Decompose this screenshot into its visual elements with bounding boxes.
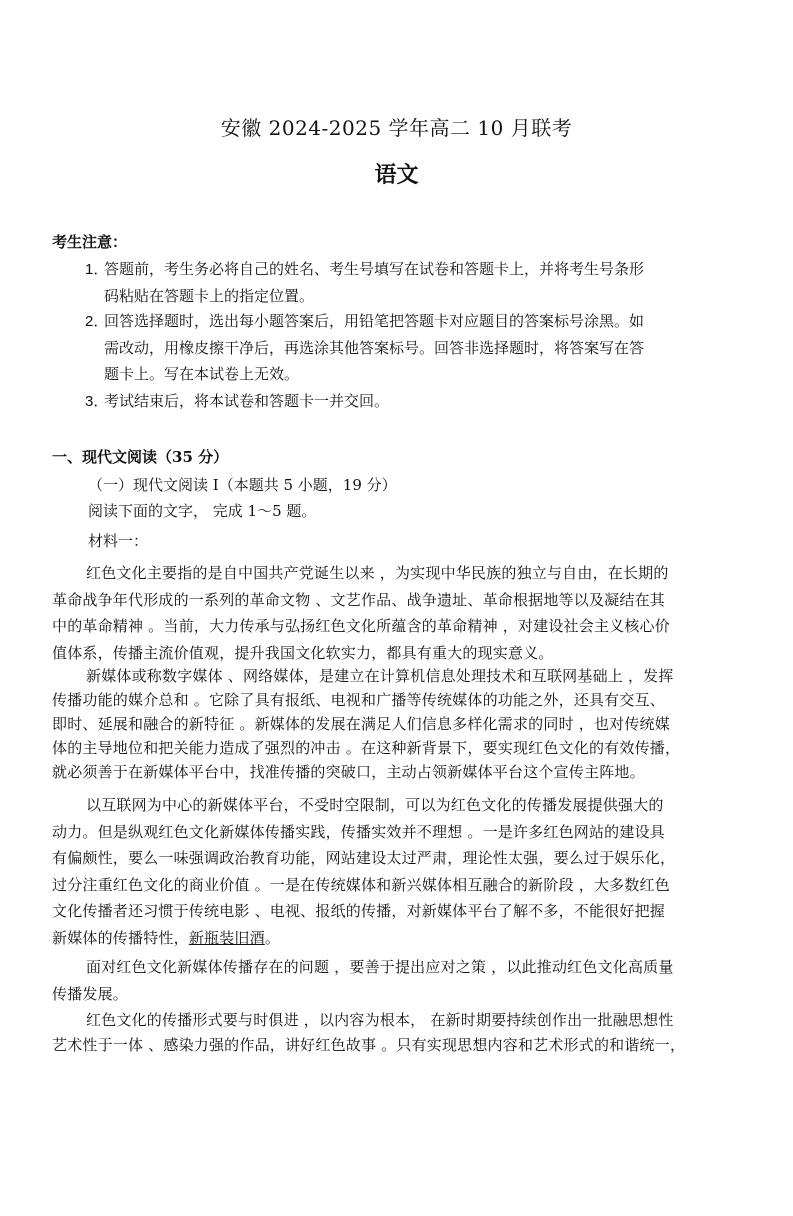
underlined-phrase: 新瓶装旧酒 — [188, 928, 265, 947]
paragraph-line — [52, 925, 742, 952]
paragraph-line: 有偏颇性，要么一味强调政治教育功能，网站建设太过严肃，理论性太强，要么过于娱乐化， — [52, 849, 676, 867]
notice-item-text: 回答选择题时，选出每小题答案后，用铅笔把答题卡对应题目的答案标号涂黑。如 — [104, 312, 645, 330]
reading-instruction: 阅读下面的文字， 完成 1～5 题。 — [88, 502, 317, 520]
paragraph-line: 过分注重红色文化的商业价值 。一是在传统媒体和新兴媒体相互融合的新阶段 ，大多数红色 — [52, 875, 670, 894]
notice-item-2 — [85, 308, 745, 387]
paragraph-3 — [52, 792, 742, 951]
section-heading: 一、现代文阅读（35 分） — [52, 448, 229, 466]
paragraph-line-end: 。 — [264, 928, 281, 947]
paragraph-line: 面对红色文化新媒体传播存在的问题 ，要善于提出应对之策 ，以此推动红色文化高质量 — [86, 958, 674, 976]
paragraph-line: 革命战争年代形成的一系列的革命文物 、文艺作品、战争遗址、革命根据地等以及凝结在其 — [52, 590, 665, 609]
paragraph-line: 新媒体或称数字媒体 、网络媒体，是建立在计算机信息处理技术和互联网基础上 ，发挥 — [86, 667, 674, 685]
notice-item-text: 考试结束后，将本试卷和答题卡一并交回。 — [104, 392, 390, 410]
paragraph-line: 艺术性于一体 、感染力强的作品，讲好红色故事 。只有实现思想内容和艺术形式的和谐统一， — [52, 1036, 686, 1054]
paragraph-line: 红色文化的传播形式要与时俱进 ，以内容为根本， 在新时期要持续创作出一批融思想性 — [86, 1011, 674, 1029]
paragraph-line: 就必须善于在新媒体平台中，找准传播的突破口，主动占领新媒体平台这个宣传主阵地。 — [52, 763, 645, 781]
paragraph-line: 文化传播者还习惯于传统电影 、电视、报纸的传播，对新媒体平台了解不多，不能很好把握 — [52, 902, 665, 920]
exam-title: 安徽 2024-2025 学年高二 10 月联考 — [220, 116, 573, 140]
paragraph-1 — [52, 560, 742, 666]
paragraph-line: 即时、延展和融合的新特征 。新媒体的发展在满足人们信息多样化需求的同时 ，也对传统媒 — [52, 715, 670, 733]
notice-item-1 — [85, 256, 745, 309]
paragraph-5 — [52, 1008, 742, 1058]
notice-item-text: 码粘贴在答题卡上的指定位置。 — [104, 287, 315, 305]
notice-item-text: 答题前，考生务必将自己的姓名、考生号填写在试卷和答题卡上，并将考生号条形 — [104, 260, 645, 278]
notice-item-number: 1． — [85, 261, 109, 278]
paragraph-line: 动力。但是纵观红色文化新媒体传播实践，传播实效并不理想 。一是许多红色网站的建设具 — [52, 822, 665, 841]
notice-item-text: 题卡上。写在本试卷上无效。 — [104, 365, 300, 383]
paragraph-line: 传播功能的媒介总和 。它除了具有报纸、电视和广播等传统媒体的功能之外，还具有交互、 — [52, 691, 665, 709]
notice-item-number: 2． — [85, 313, 109, 330]
paragraph-line: 体的主导地位和把关能力造成了强烈的冲击 。在这种新背景下，要实现红色文化的有效传播， — [52, 739, 681, 757]
paragraph-line-start: 新媒体的传播特性， — [52, 928, 189, 947]
sub-section-heading: （一）现代文阅读 I（本题共 5 小题，19 分） — [88, 476, 397, 494]
paragraph-line: 以互联网为中心的新媒体平台，不受时空限制，可以为红色文化的传播发展提供强大的 — [86, 796, 664, 814]
paragraph-4 — [52, 954, 742, 1008]
material-label: 材料一： — [88, 532, 149, 550]
paragraph-line: 传播发展。 — [52, 985, 129, 1003]
paragraph-line: 值体系，传播主流价值观，提升我国文化软实力，都具有重大的现实意义。 — [52, 643, 554, 662]
paragraph-2 — [52, 664, 742, 784]
notice-item-3 — [85, 388, 745, 415]
notice-item-text: 需改动，用橡皮擦干净后，再选涂其他答案标号。回答非选择题时，将答案写在答 — [104, 339, 645, 357]
notice-heading: 考生注意： — [52, 233, 128, 251]
paragraph-line: 中的革命精神 。当前，大力传承与弘扬红色文化所蕴含的革命精神 ，对建设社会主义核心价 — [52, 617, 670, 635]
paragraph-line: 红色文化主要指的是自中国共产党诞生以来 ，为实现中华民族的独立与自由，在长期的 — [86, 564, 669, 582]
notice-item-number: 3． — [85, 393, 109, 410]
subject-title: 语文 — [374, 162, 419, 188]
